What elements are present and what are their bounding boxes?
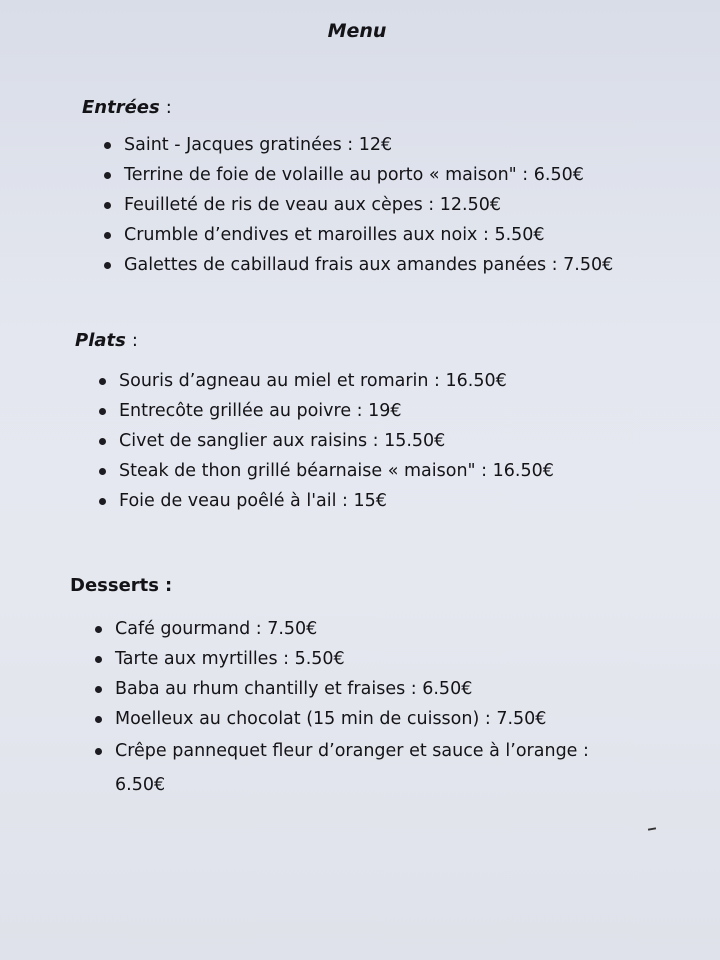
menu-item-text: Terrine de foie de volaille au porto « maison" : 6.50€ bbox=[124, 165, 584, 185]
section-heading-entrees bbox=[82, 97, 172, 118]
list-item bbox=[115, 674, 635, 704]
bullet-icon bbox=[95, 626, 102, 633]
page-title: Menu bbox=[327, 20, 387, 42]
bullet-icon bbox=[99, 468, 106, 475]
section-heading-label: Entrées bbox=[82, 97, 160, 118]
bullet-icon bbox=[99, 498, 106, 505]
menu-item-text: Moelleux au chocolat (15 min de cuisson) : 7.50€ bbox=[115, 709, 547, 729]
list-item bbox=[119, 456, 554, 486]
section-heading-colon: : bbox=[131, 330, 138, 351]
bullet-icon bbox=[104, 232, 111, 239]
list-item bbox=[115, 734, 635, 802]
section-heading-label: Plats bbox=[75, 330, 126, 351]
menu-item-text: Baba au rhum chantilly et fraises : 6.50€ bbox=[115, 679, 473, 699]
section-heading-colon: : bbox=[165, 97, 172, 118]
menu-item-text: Civet de sanglier aux raisins : 15.50€ bbox=[119, 431, 446, 451]
menu-item-text: Galettes de cabillaud frais aux amandes panées : 7.50€ bbox=[124, 255, 614, 275]
bullet-icon bbox=[95, 716, 102, 723]
bullet-icon bbox=[99, 378, 106, 385]
bullet-icon bbox=[104, 262, 111, 269]
bullet-icon bbox=[99, 408, 106, 415]
section-heading-colon: : bbox=[164, 575, 173, 596]
menu-item-text: Café gourmand : 7.50€ bbox=[115, 619, 318, 639]
list-item bbox=[124, 160, 613, 190]
list-item bbox=[115, 704, 635, 734]
list-item bbox=[115, 614, 635, 644]
section-heading-desserts bbox=[70, 575, 172, 596]
menu-item-text: Steak de thon grillé béarnaise « maison" : 16.50€ bbox=[119, 461, 554, 481]
bullet-icon bbox=[104, 172, 111, 179]
menu-item-text: Foie de veau poêlé à l'ail : 15€ bbox=[119, 491, 387, 511]
list-item bbox=[119, 366, 554, 396]
menu-item-text: Feuilleté de ris de veau aux cèpes : 12.50€ bbox=[124, 195, 501, 215]
section-heading-label: Desserts bbox=[70, 575, 159, 596]
list-item bbox=[124, 220, 613, 250]
list-item bbox=[124, 130, 613, 160]
list-item bbox=[119, 396, 554, 426]
bullet-icon bbox=[104, 202, 111, 209]
menu-item-text: Crêpe pannequet fleur d’oranger et sauce à l’orange : 6.50€ bbox=[115, 741, 589, 795]
bullet-icon bbox=[99, 438, 106, 445]
menu-item-text: Saint - Jacques gratinées : 12€ bbox=[124, 135, 393, 155]
list-item bbox=[124, 250, 613, 280]
bullet-icon bbox=[104, 142, 111, 149]
pen-mark bbox=[648, 827, 656, 830]
list-item bbox=[119, 486, 554, 516]
menu-item-text: Tarte aux myrtilles : 5.50€ bbox=[115, 649, 345, 669]
list-item bbox=[124, 190, 613, 220]
bullet-icon bbox=[95, 686, 102, 693]
list-item bbox=[119, 426, 554, 456]
bullet-icon bbox=[95, 748, 102, 755]
section-heading-plats bbox=[75, 330, 138, 351]
bullet-icon bbox=[95, 656, 102, 663]
entrees-list bbox=[124, 130, 613, 280]
menu-item-text: Souris d’agneau au miel et romarin : 16.50€ bbox=[119, 371, 507, 391]
list-item bbox=[115, 644, 635, 674]
menu-item-text: Entrecôte grillée au poivre : 19€ bbox=[119, 401, 402, 421]
menu-item-text: Crumble d’endives et maroilles aux noix : 5.50€ bbox=[124, 225, 545, 245]
desserts-list bbox=[115, 614, 635, 802]
plats-list bbox=[119, 366, 554, 516]
